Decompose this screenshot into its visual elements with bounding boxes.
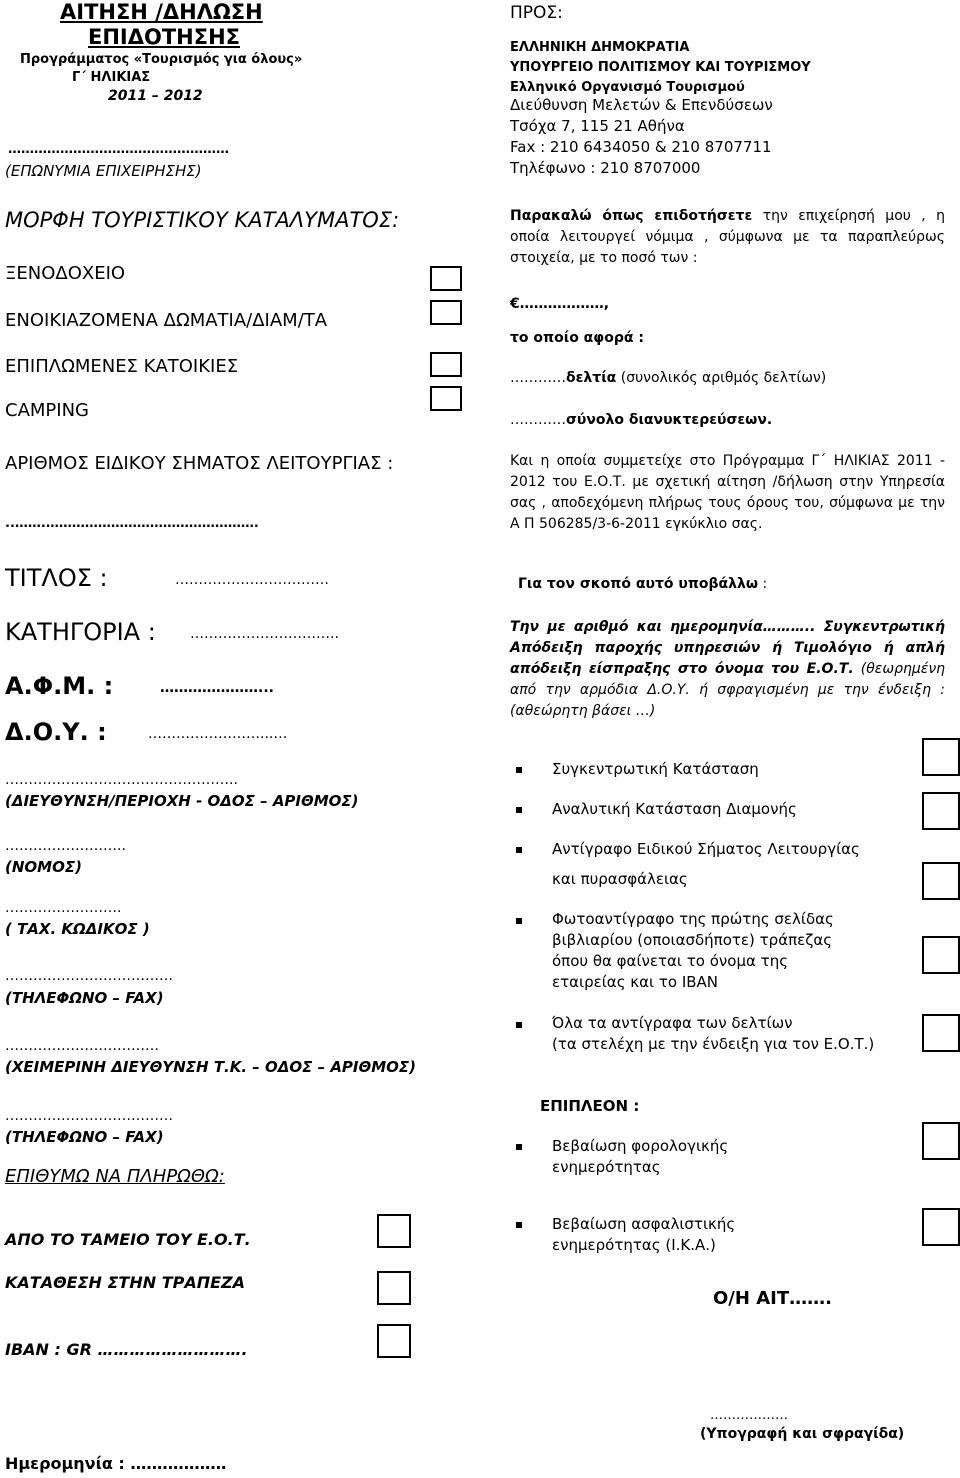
prefecture-field[interactable]: …………………….. [5, 838, 126, 854]
title-field[interactable]: …………………………… [175, 572, 329, 588]
doc-item-5-line-2: (τα στελέχη με την ένδειξη για τον Ε.Ο.Τ.) [552, 1035, 875, 1053]
program-age: Γ΄ ΗΛΙΚΙΑΣ [72, 70, 151, 85]
date-field[interactable]: Ημερομηνία : ……………… [5, 1454, 227, 1473]
postcode-label: ( ΤΑΧ. ΚΩΔΙΚΟΣ ) [5, 920, 150, 938]
iban-field[interactable]: IBAN : GR ………………………. [5, 1340, 248, 1359]
category-field[interactable]: ………………………….. [190, 626, 339, 642]
accommodation-type-label: ΜΟΡΦΗ ΤΟΥΡΙΣΤΙΚΟΥ ΚΑΤΑΛΥΜΑΤΟΣ: [5, 208, 400, 232]
doc-item-1: Συγκεντρωτική Κατάσταση [552, 760, 759, 778]
bullet [516, 1144, 522, 1150]
extra-heading: ΕΠΙΠΛΕΟΝ : [540, 1097, 640, 1115]
doy-field[interactable]: ……………………...… [148, 726, 288, 742]
license-field[interactable]: ..…….…………………………………………. [5, 516, 259, 531]
extra-item-2-checkbox[interactable] [922, 1208, 960, 1246]
type-furnished-checkbox[interactable] [430, 352, 462, 377]
signature-field[interactable]: ……………… [710, 1408, 788, 1423]
pay-cash-label: ΑΠΟ ΤΟ ΤΑΜΕΙΟ ΤΟΥ Ε.Ο.Τ. [5, 1230, 251, 1249]
bullet [516, 767, 522, 773]
doc-item-2-checkbox[interactable] [922, 792, 960, 830]
recipient-line-3: Ελληνικό Οργανισμό Τουρισμού [510, 80, 745, 95]
phone-label: (ΤΗΛΕΦΩΝΟ – FAX) [5, 989, 164, 1007]
doc-item-4-line-2: βιβλιαρίου (οποιασδήποτε) τράπεζας [552, 931, 833, 949]
pay-bank-label: ΚΑΤΑΘΕΣΗ ΣΤΗΝ ΤΡΑΠΕΖΑ [5, 1273, 246, 1292]
doy-label: Δ.Ο.Υ. : [5, 718, 107, 746]
bullet [516, 807, 522, 813]
type-hotel: ΞΕΝΟΔΟΧΕΙΟ [5, 263, 126, 284]
doc-item-4-line-3: όπου θα φαίνεται το όνομα της [552, 952, 789, 970]
bullet [516, 847, 522, 853]
pay-extra-checkbox[interactable] [377, 1324, 411, 1358]
tickets-field[interactable]: ………… [510, 370, 566, 386]
request-bold: Παρακαλώ όπως επιδοτήσετε [510, 208, 753, 224]
winter-address-field[interactable]: …………………………… [5, 1038, 159, 1054]
nights-bold: σύνολο διανυκτερεύσεων. [566, 412, 773, 428]
pay-bank-checkbox[interactable] [377, 1271, 411, 1305]
afm-label: Α.Φ.Μ. : [5, 672, 114, 700]
amount-field[interactable]: €………………, [510, 296, 610, 312]
doc-item-3-line-1: Αντίγραφο Ειδικού Σήματος Λειτουργίας [552, 840, 860, 858]
type-camping-checkbox[interactable] [430, 386, 462, 411]
nights-field[interactable]: ………… [510, 412, 566, 428]
extra-item-2-line-1: Βεβαίωση ασφαλιστικής [552, 1215, 736, 1233]
postcode-field[interactable]: ……………………. [5, 900, 122, 916]
recipient-line-4: Διεύθυνση Μελετών & Επενδύσεων [510, 96, 773, 114]
title-label: ΤΙΤΛΟΣ : [5, 564, 108, 592]
category-label: ΚΑΤΗΓΟΡΙΑ : [5, 618, 156, 646]
program-name: Προγράμματος «Τουρισμός για όλους» [20, 52, 303, 67]
receipt-italic: (θεωρημένη από την αρμόδια Δ.Ο.Υ. ή σφραγισμένη με την ένδειξη : (αθεώρητη βάσει …) [510, 661, 946, 719]
applicant-label: Ο/Η ΑΙΤ……. [713, 1288, 832, 1309]
type-camping: CAMPING [5, 400, 89, 421]
extra-item-1-line-1: Βεβαίωση φορολογικής [552, 1137, 729, 1155]
company-dots: …………………………………………… [8, 142, 229, 157]
doc-item-5-line-1: Όλα τα αντίγραφα των δελτίων [552, 1014, 793, 1032]
doc-item-5-checkbox[interactable] [922, 1014, 960, 1052]
type-hotel-checkbox[interactable] [430, 266, 462, 291]
phone2-field[interactable]: ……………………………… [5, 1108, 173, 1124]
doc-item-3-checkbox[interactable] [922, 862, 960, 900]
tickets-bold: δελτία [566, 370, 617, 386]
receipt-bold: Την με αριθμό και ημερομηνία……….. Συγκεντρωτική Απόδειξη παροχής υπηρεσιών ή Τιμολόγιο ή απλή απόδειξη είσπραξης στο όνομα του Ε.Ο.Τ. [510, 619, 945, 677]
bullet [516, 1022, 522, 1028]
bullet [516, 918, 522, 924]
submit-colon: : [758, 576, 768, 592]
program-years: 2011 – 2012 [108, 88, 203, 104]
afm-field[interactable]: …………………... [160, 680, 274, 696]
license-label: ΑΡΙΘΜΟΣ ΕΙΔΙΚΟΥ ΣΗΜΑΤΟΣ ΛΕΙΤΟΥΡΓΙΑΣ : [5, 453, 394, 474]
phone2-label: (ΤΗΛΕΦΩΝΟ – FAX) [5, 1128, 164, 1146]
recipient-line-2: ΥΠΟΥΡΓΕΙΟ ΠΟΛΙΤΙΣΜΟΥ ΚΑΙ ΤΟΥΡΙΣΜΟΥ [510, 60, 811, 75]
doc-item-1-checkbox[interactable] [922, 738, 960, 776]
type-furnished: ΕΠΙΠΛΩΜΕΝΕΣ ΚΑΤΟΙΚΙΕΣ [5, 356, 239, 377]
receipt-paragraph [510, 617, 945, 722]
extra-item-1-checkbox[interactable] [922, 1122, 960, 1160]
doc-item-4-line-1: Φωτοαντίγραφο της πρώτης σελίδας [552, 910, 834, 928]
extra-item-1-line-2: ενημερότητας [552, 1158, 661, 1176]
recipient-fax: Fax : 210 6434050 & 210 8707711 [510, 138, 772, 156]
submit-line [518, 576, 767, 592]
recipient-phone: Τηλέφωνο : 210 8707000 [510, 159, 701, 177]
submit-bold: Για τον σκοπό αυτό υποβάλλω [518, 576, 759, 592]
doc-item-4-line-4: εταιρείας και το ΙΒΑΝ [552, 973, 719, 991]
pay-cash-checkbox[interactable] [377, 1214, 411, 1248]
phone-field[interactable]: ……………………………… [5, 968, 173, 984]
doc-item-3-line-2: και πυρασφάλειας [552, 870, 688, 888]
form-title-line1: ΑΙΤΗΣΗ /ΔΗΛΩΣΗ [60, 0, 263, 24]
extra-item-2-line-2: ενημερότητας (Ι.Κ.Α.) [552, 1236, 716, 1254]
signature-label: (Υπογραφή και σφραγίδα) [700, 1426, 905, 1442]
tickets-rest: (συνολικός αριθμός δελτίων) [616, 370, 827, 386]
tickets-line [510, 370, 826, 386]
type-rooms-checkbox[interactable] [430, 300, 462, 325]
winter-address-label: (ΧΕΙΜΕΡΙΝΗ ΔΙΕΥΘΥΝΣΗ Τ.Κ. – ΟΔΟΣ – ΑΡΙΘΜΟΣ) [5, 1058, 417, 1076]
prefecture-label: (ΝΟΜΟΣ) [5, 858, 82, 876]
address-label: (ΔΙΕΥΘΥΝΣΗ/ΠΕΡΙΟΧΗ - ΟΔΟΣ – ΑΡΙΘΜΟΣ) [5, 792, 359, 810]
recipient-line-1: ΕΛΛΗΝΙΚΗ ΔΗΜΟΚΡΑΤΙΑ [510, 40, 690, 55]
concerns-label: το οποίο αφορά : [510, 330, 644, 346]
doc-item-4-checkbox[interactable] [922, 936, 960, 974]
recipient-line-5: Τσόχα 7, 115 21 Αθήνα [510, 117, 685, 135]
request-text: την επιχείρησή μου , η οποία λειτουργεί νόμιμα , σύμφωνα με τα παραπλεύρως στοιχεία, με το ποσό των : [510, 208, 946, 266]
request-paragraph [510, 206, 945, 269]
address-field[interactable]: ………………………………………….. [5, 772, 238, 788]
company-label: (ΕΠΩΝΥΜΙΑ ΕΠΙΧΕΙΡΗΣΗΣ) [5, 162, 202, 180]
payment-label: ΕΠΙΘΥΜΩ ΝΑ ΠΛΗΡΩΘΩ: [5, 1166, 225, 1187]
doc-item-2: Αναλυτική Κατάσταση Διαμονής [552, 800, 797, 818]
bullet [516, 1222, 522, 1228]
nights-line [510, 412, 772, 428]
participation-paragraph: Και η οποία συμμετείχε στο Πρόγραμμα Γ΄ ΗΛΙΚΙΑΣ 2011 - 2012 του Ε.Ο.Τ. με σχετική αίτηση /δήλωση στην Υπηρεσία σας , αποδεχόμενη πλήρως τους όρους του, σύμφωνα με την Α Π 506285/3-6-2011 εγκύκλιο σας. [510, 453, 945, 532]
recipient-heading: ΠΡΟΣ: [510, 3, 563, 23]
type-rooms: ΕΝΟΙΚΙΑΖΟΜΕΝΑ ΔΩΜΑΤΙΑ/ΔΙΑΜ/ΤΑ [5, 310, 328, 331]
form-title-line2: ΕΠΙΔΟΤΗΣΗΣ [88, 25, 241, 49]
